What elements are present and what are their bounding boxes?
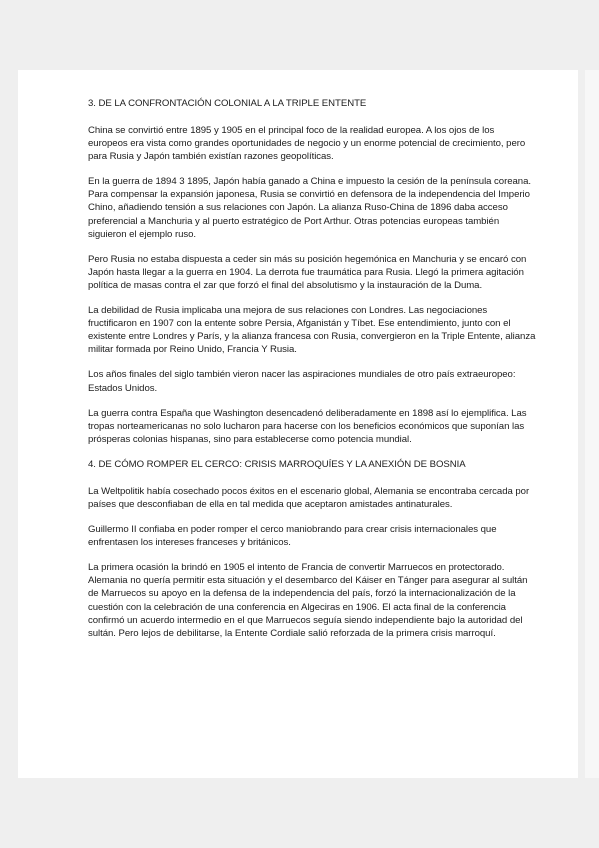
section-4-paragraph-2: Guillermo II confiaba en poder romper el cerco maniobrando para crear crisis internacionales que enfrentasen los intereses franceses y británicos. (88, 524, 497, 549)
section-3-paragraph-6: La guerra contra España que Washington desencadenó deliberadamente en 1898 así lo ejemplifica. Las tropas norteamericanas no solo lucharon para hacerse con los beneficios económicos que suponían las prósperas colonias hispanas, sino para establecerse como potencia mundial. (88, 407, 527, 445)
section-4-heading: 4. DE CÓMO ROMPER EL CERCO: CRISIS MARROQUÍES Y LA ANEXIÓN DE BOSNIA (88, 458, 466, 470)
section-3-paragraph-1: China se convirtió entre 1895 y 1905 en el principal foco de la realidad europea. A los ojos de los europeos era vista como grandes oportunidades de negocio y un enorme potencial de crecimiento, pero para Rusia y Japón también existían razones geopolíticas. (88, 125, 526, 163)
scrollbar[interactable] (585, 70, 599, 778)
document-content (88, 97, 536, 652)
document-page (18, 70, 578, 778)
section-3-paragraph-3: Pero Rusia no estaba dispuesta a ceder sin más su posición hegemónica en Manchuria y se encaró con Japón hasta llegar a la guerra en 1904. La derrota fue traumática para Rusia. Llegó la primera agitación política de masas contra el zar que forzó el final del absolutismo y la instauración de la Duma. (88, 253, 527, 291)
section-4-paragraph-3: La primera ocasión la brindó en 1905 el intento de Francia de convertir Marruecos en protectorado. Alemania no quería permitir esta situación y el desembarco del Káiser en Tánger para asegurar al sultán de Marruecos su apoyo en la defensa de la independencia del país, forzó la internacionalización de la cuestión con la celebración de una conferencia en Algeciras en 1906. El acta final de la conferencia confirmó un acuerdo intermedio en el que Marruecos seguía siendo independiente bajo la autoridad del sultán. Pero lejos de debilitarse, la Entente Cordiale salió reforzada de la primera crisis marroquí. (88, 562, 528, 639)
section-3-paragraph-4: La debilidad de Rusia implicaba una mejora de sus relaciones con Londres. Las negociaciones fructificaron en 1907 con la entente sobre Persia, Afganistán y Tíbet. Ese entendimiento, junto con el existente entre Londres y París, y la alianza francesa con Rusia, convergieron en la Triple Entente, alianza militar formada por Reino Unido, Francia Y Rusia. (88, 305, 536, 356)
section-4-paragraph-1: La Weltpolitik había cosechado pocos éxitos en el escenario global, Alemania se encontraba cercada por países que desconfiaban de ella en tal medida que aceptaron amistades antinaturales. (88, 485, 530, 510)
section-3-paragraph-5: Los años finales del siglo también vieron nacer las aspiraciones mundiales de otro país extraeuropeo: Estados Unidos. (88, 369, 516, 394)
section-3-heading: 3. DE LA CONFRONTACIÓN COLONIAL A LA TRIPLE ENTENTE (88, 98, 367, 109)
section-3-paragraph-2: En la guerra de 1894 3 1895, Japón había ganado a China e impuesto la cesión de la península coreana. Para compensar la expansión japonesa, Rusia se convirtió en defensora de la independencia del Imperio Chino, añadiendo tensión a sus relaciones con Japón. La alianza Ruso-China de 1896 daba acceso preferencial a Manchuria y al puerto estratégico de Port Arthur. Otras potencias europeas también siguieron el ejemplo ruso. (88, 176, 531, 240)
